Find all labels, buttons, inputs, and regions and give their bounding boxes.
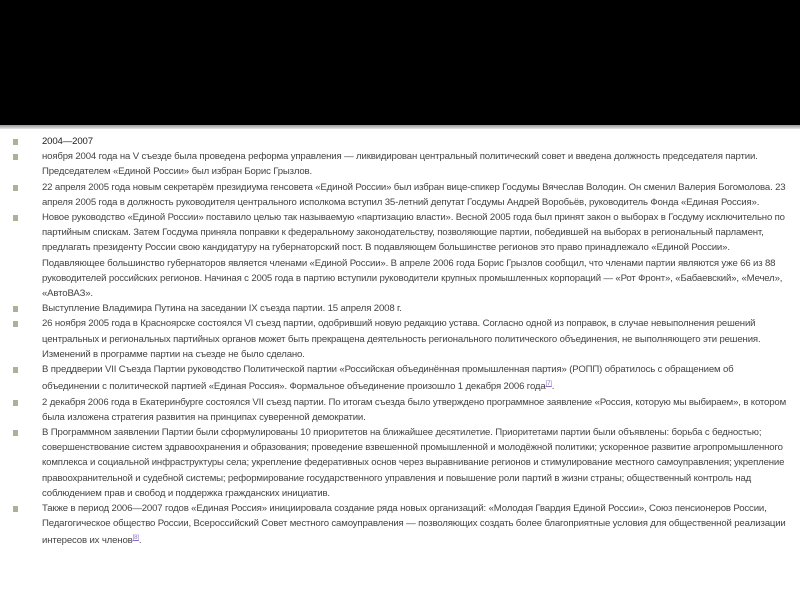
list-item [0, 501, 800, 549]
list-item [0, 301, 800, 316]
bullet-icon [13, 367, 18, 373]
bullet-icon [13, 306, 18, 312]
bullet-icon [13, 139, 18, 145]
list-item [0, 425, 800, 501]
list-item [0, 180, 800, 210]
item-text: В преддверии VII Съезда Партии руководство Политической партии «Российская объединённая промышленная партия» (РОПП) обратилось с обращением об объединении с политической партией «Единая Россия». Формальное объединение произошло 1 декабря 2006 года [42, 364, 734, 393]
list-item [0, 210, 800, 301]
bullet-icon [13, 215, 18, 221]
list-item [0, 395, 800, 425]
item-text: 2004—2007 [42, 136, 93, 147]
footnote-link[interactable]: [8] [132, 535, 139, 542]
bullet-icon [13, 430, 18, 436]
item-text: В Программном заявлении Партии были сформулированы 10 приоритетов на ближайшее десятилетие. Приоритетами партии были объявлены: борьба с бедностью; совершенствование систем здравоохранения и образования; проведение взвешенной промышленной и молодёжной политики; ускоренное развитие агропромышленного комплекса и социальной инфраструктуры села; укрепление федеративных основ через выравнивание регионов и стимулирование местного самоуправления; укрепление правоохранительной и судебной системы; реформирование государственного управления и повышение роли партий в жизни страны; общественный контроль над соблюдением прав и свобод и поддержка гражданских инициатив. [42, 427, 785, 499]
list-item [0, 362, 800, 395]
item-text-tail: . [551, 381, 555, 393]
item-text: Новое руководство «Единой России» поставило целью так называемую «партизацию власти». Весной 2005 года был принят закон о выборах в Госдуму исключительно по партийным спискам. Затем Госдума приняла поправки к федеральному законодательству, позволяющие партии, победившей на выборах в региональный парламент, предлагать президенту России свою кандидатуру на губернаторский пост. В подавляющем большинстве регионов это право принадлежало «Единой России». Подавляющее большинство губернаторов является членами «Единой России». В апреле 2006 года Борис Грызлов сообщил, что членами партии являются уже 66 из 88 руководителей российских регионов. Начиная с 2005 года в партию вступили руководители крупных промышленных корпораций — «Рот Фронт», «Бабаевский», «Мечел», «АвтоВАЗ». [42, 212, 785, 300]
list-item [0, 316, 800, 362]
bullet-icon [13, 154, 18, 160]
list-item [0, 149, 800, 179]
list-item [0, 134, 800, 149]
bullet-icon [13, 400, 18, 406]
bullet-icon [13, 185, 18, 191]
divider [0, 125, 800, 129]
item-text: 26 ноября 2005 года в Красноярске состоялся VI съезд партии, одобривший новую редакцию устава. Согласно одной из поправок, в случае невыполнения решений центральных и региональных партийных органов может быть прекращена деятельность регионального политического объединения, не выполняющего эти решения. Изменений в программе партии на съезде не было сделано. [42, 318, 761, 360]
slide-title-bar [0, 0, 800, 125]
item-text-tail: . [138, 535, 142, 547]
bullet-list [0, 134, 800, 549]
footnote-link[interactable]: [7] [545, 381, 552, 388]
item-text: 2 декабря 2006 года в Екатеринбурге состоялся VII съезд партии. По итогам съезда было утверждено программное заявление «Россия, которую мы выбираем», в котором была изложена стратегия развития на принципах суверенной демократии. [42, 396, 787, 423]
item-text: Также в период 2006—2007 годов «Единая Россия» инициировала создание ряда новых организаций: «Молодая Гвардия Единой России», Союз пенсионеров России, Педагогическое общество России, Всероссийский Совет местного самоуправления — позволяющих создать более благоприятные условия для общественной реализации интересов их членов [42, 503, 786, 547]
item-text: ноября 2004 года на V съезде была проведена реформа управления — ликвидирован центральный политический совет и введена должность председателя партии. Председателем «Единой России» был избран Борис Грызлов. [42, 151, 758, 178]
item-text: Выступление Владимира Путина на заседании IX съезда партии. 15 апреля 2008 г. [42, 303, 402, 315]
item-text: 22 апреля 2005 года новым секретарём президиума генсовета «Единой России» был избран вице-спикер Госдумы Вячеслав Володин. Он сменил Валерия Богомолова. 23 апреля 2005 года в должность руководителя центрального исполкома вступил 35-летний депутат Госдумы Андрей Воробьёв, руководитель Фонда «Единая Россия». [42, 181, 786, 208]
bullet-icon [13, 506, 18, 512]
bullet-icon [13, 321, 18, 327]
